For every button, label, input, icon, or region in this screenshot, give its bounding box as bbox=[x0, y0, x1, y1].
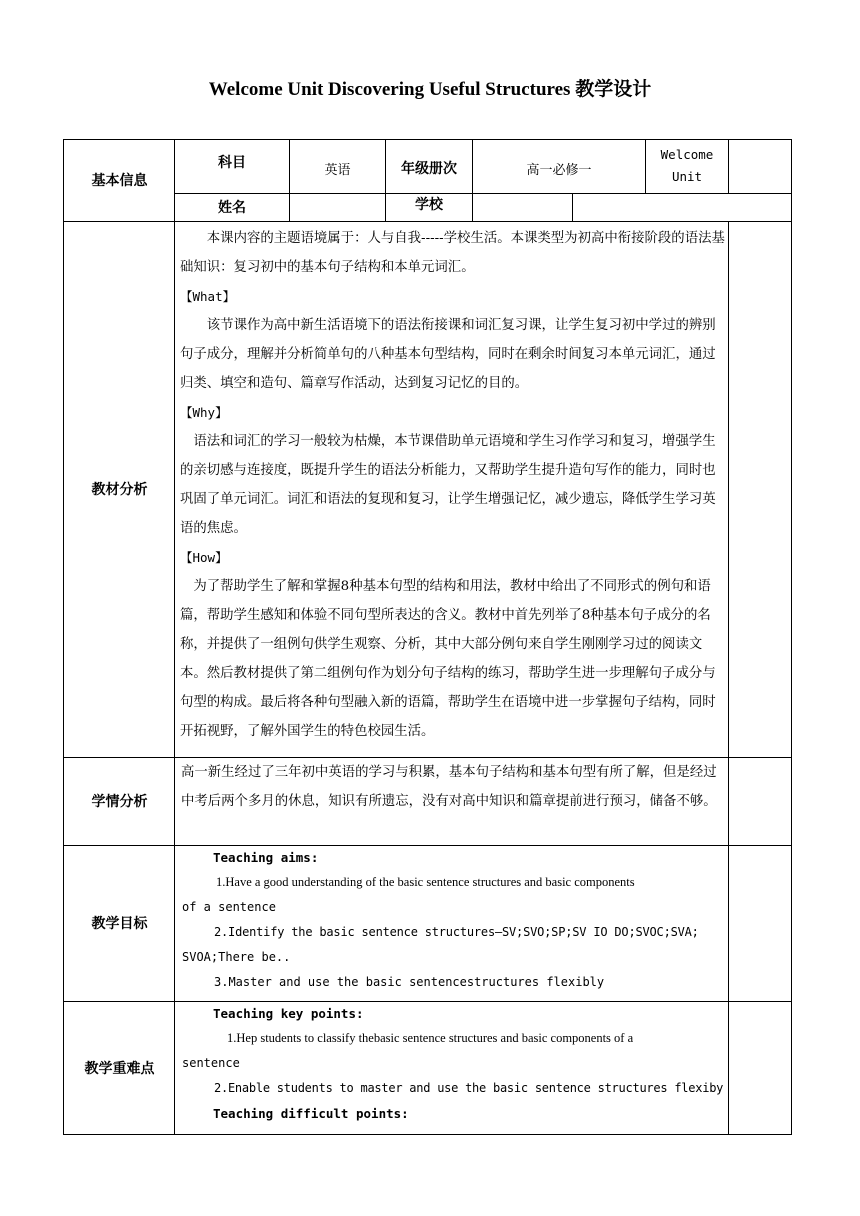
key-point-2: 2.Enable students to master and use the basic sentence structures flexiby bbox=[214, 1081, 724, 1095]
difficult-points-heading: Teaching difficult points: bbox=[213, 1106, 409, 1121]
how-heading: 【How】 bbox=[180, 550, 228, 565]
page-title: Welcome Unit Discovering Useful Structures 教学设计 bbox=[208, 79, 652, 100]
unit-line-1: Welcome bbox=[660, 147, 714, 162]
key-points-content bbox=[182, 1001, 728, 1126]
why-paragraph: 语法和词汇的学习一般较为枯燥，本节课借助单元语境和学生习作学习和复习，增强学生的亲切感与连接度，既提升学生的语法分析能力，又帮助学生提升造句写作的能力，同时也巩固了单元词汇。词汇和语法的复现和复习，让学生增强记忆，减少遗忘，降低学生学习英语的焦虑。 bbox=[180, 434, 716, 536]
school-value bbox=[473, 194, 572, 220]
why-heading: 【Why】 bbox=[180, 405, 228, 420]
aim-2-line-1: 2.Identify the basic sentence structures—SV;SVO;SP;SV IO DO;SVOC;SVA; bbox=[214, 925, 699, 939]
intro-paragraph: 本课内容的主题语境属于：人与自我-----学校生活。本课类型为初高中衔接阶段的语法基础知识：复习初中的基本句子结构和本单元词汇。 bbox=[180, 231, 725, 275]
aim-2-line-2: SVOA;There be.. bbox=[182, 950, 291, 964]
teaching-aims-content bbox=[182, 845, 728, 995]
aims-heading: Teaching aims: bbox=[213, 850, 319, 865]
info-divider-5 bbox=[572, 193, 573, 221]
unit-line-2: Unit bbox=[671, 169, 703, 184]
learner-paragraph: 高一新生经过了三年初中英语的学习与积累，基本句子结构和基本句型有所了解，但是经过中考后两个多月的休息，知识有所遗忘，没有对高中知识和篇章提前进行预习，储备不够。 bbox=[181, 765, 717, 809]
right-column-divider bbox=[728, 221, 729, 1135]
name-label: 姓名 bbox=[218, 200, 246, 216]
teaching-aims-label: 教学目标 bbox=[91, 916, 148, 932]
material-analysis-content bbox=[180, 224, 728, 746]
basic-info-label: 基本信息 bbox=[91, 173, 148, 189]
subject-value: 英语 bbox=[324, 162, 351, 178]
unit-value bbox=[646, 143, 728, 189]
key-point-1-line-2: sentence bbox=[182, 1056, 240, 1070]
key-points-heading: Teaching key points: bbox=[213, 1006, 364, 1021]
key-points-label: 教学重难点 bbox=[84, 1061, 155, 1077]
school-label: 学校 bbox=[415, 197, 443, 213]
how-paragraph: 为了帮助学生了解和掌握8种基本句型的结构和用法，教材中给出了不同形式的例句和语篇，帮助学生感知和体验不同句型所表达的含义。教材中首先列举了8种基本句子成分的名称，并提供了一组例句供学生观察、分析，其中大部分例句来自学生刚刚学习过的阅读文本。然后教材提供了第二组例句作为划分句子结构的练习，帮助学生进一步理解句子成分与句型的构成。最后将各种句型融入新的语篇，帮助学生在语境中进一步掌握句子结构，同时开拓视野，了解外国学生的特色校园生活。 bbox=[180, 579, 716, 739]
what-heading: 【What】 bbox=[180, 289, 236, 304]
subject-label: 科目 bbox=[218, 155, 246, 171]
aim-1-line-2: of a sentence bbox=[182, 900, 276, 914]
learner-analysis-label: 学情分析 bbox=[91, 794, 148, 810]
right-column-divider-top bbox=[728, 139, 729, 193]
name-value bbox=[290, 194, 385, 220]
aim-1-line-1: 1.Have a good understanding of the basic sentence structures and basic components bbox=[216, 875, 635, 889]
key-point-1-line-1: 1.Hep students to classify thebasic sentence structures and basic components of a bbox=[227, 1031, 634, 1045]
learner-analysis-content bbox=[181, 758, 729, 816]
what-paragraph: 该节课作为高中新生活语境下的语法衔接课和词汇复习课，让学生复习初中学过的辨别句子成分，理解并分析简单句的八种基本句型结构，同时在剩余时间复习本单元词汇，通过归类、填空和造句、篇章写作活动，达到复习记忆的目的。 bbox=[180, 318, 716, 391]
aim-3: 3.Master and use the basic sentencestructures flexibly bbox=[214, 975, 605, 989]
grade-value: 高一必修一 bbox=[526, 162, 592, 178]
grade-label: 年级册次 bbox=[401, 161, 457, 177]
material-analysis-label: 教材分析 bbox=[91, 482, 148, 498]
